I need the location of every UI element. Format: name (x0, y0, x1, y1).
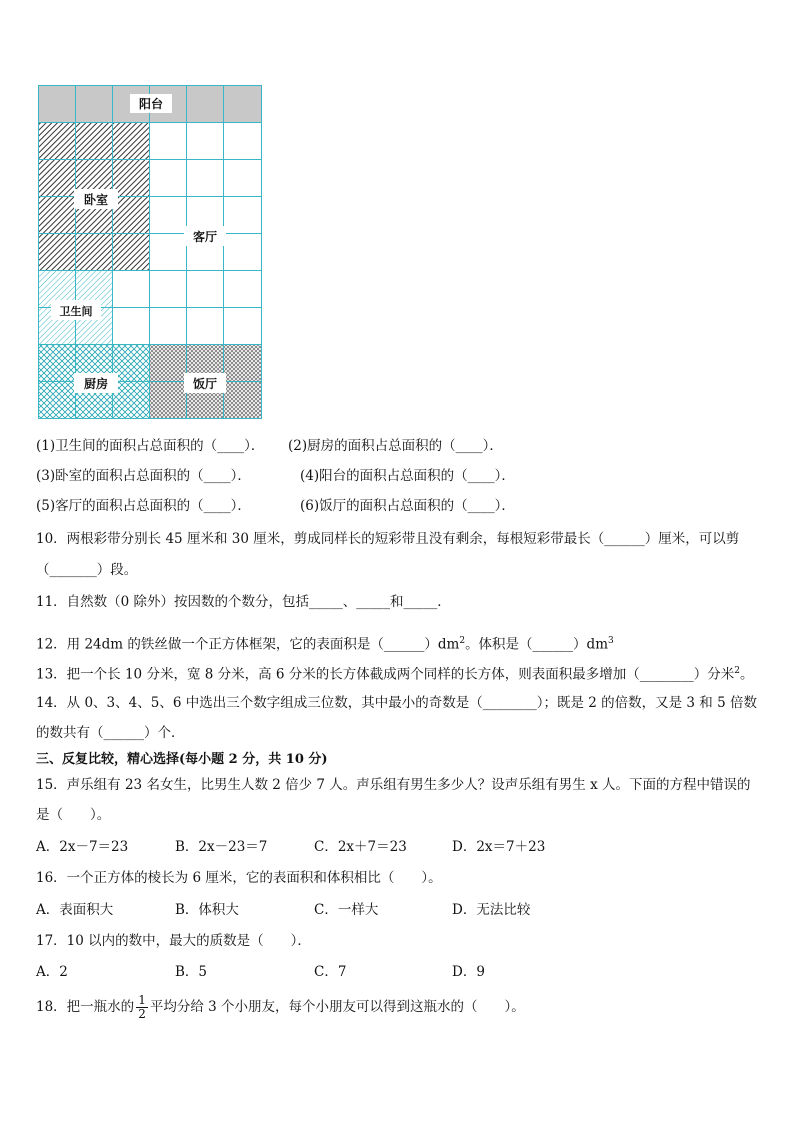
question-15-line-2: 是（ ）。 (36, 807, 111, 823)
q16-option-c: C．一样大 (314, 902, 379, 918)
living-room-label: 客厅 (192, 230, 218, 244)
question-12-part-2: 。体积是（______）dm (465, 636, 609, 653)
question-13 (36, 662, 754, 684)
kitchen-label: 厨房 (83, 377, 109, 391)
q9-item-3: (3)卧室的面积占总面积的（____）． (36, 468, 251, 484)
question-17: 17．10 以内的数中，最大的质数是（ ）． (36, 933, 311, 949)
q9-item-5: (5)客厅的面积占总面积的（____）． (36, 498, 251, 514)
q16-option-d: D．无法比较 (452, 902, 531, 918)
section-3-heading: 三、反复比较，精心选择(每小题 2 分，共 10 分) (36, 752, 328, 767)
superscript-2: 2 (459, 636, 466, 646)
q17-option-d: D．9 (452, 964, 485, 980)
q9-item-1: (1)卫生间的面积占总面积的（____）． (36, 438, 265, 454)
fraction-numerator: 1 (138, 993, 146, 1007)
question-18 (36, 993, 525, 1021)
q17-option-a: A．2 (36, 964, 68, 980)
q15-option-a: A．2x－7＝23 (36, 839, 129, 855)
fraction-denominator: 2 (138, 1007, 146, 1021)
question-10-line-2: （_______）段。 (36, 562, 138, 578)
q9-item-2: (2)厨房的面积占总面积的（____）． (288, 438, 503, 454)
bathroom-label: 卫生间 (59, 305, 93, 318)
q17-option-c: C．7 (314, 964, 347, 980)
q16-option-b: B．体积大 (175, 902, 239, 918)
dining-room-label: 饭厅 (192, 377, 218, 391)
question-18-before: 18．把一瓶水的 (36, 999, 135, 1015)
question-12-part-1: 12．用 24dm 的铁丝做一个正方体框架，它的表面积是（______）dm (36, 636, 460, 653)
question-12 (36, 632, 614, 654)
superscript-3: 3 (608, 636, 614, 646)
question-13-end: 。 (740, 666, 754, 683)
question-13-text: 13．把一个长 10 分米，宽 8 分米，高 6 分米的长方体截成两个同样的长方体，则表面积最多增加（________）分米 (36, 666, 735, 683)
floor-plan (38, 85, 264, 421)
fraction-one-half (136, 994, 148, 1021)
q15-option-c: C．2x＋7＝23 (314, 839, 407, 855)
question-11: 11．自然数（0 除外）按因数的个数分，包括_____、_____和_____． (36, 594, 451, 610)
superscript-2: 2 (734, 666, 741, 676)
question-15-line-1: 15．声乐组有 23 名女生，比男生人数 2 倍少 7 人。声乐组有男生多少人？设声乐组有男生 x 人。下面的方程中错误的 (36, 777, 751, 793)
balcony-label: 阳台 (138, 97, 164, 111)
q15-option-d: D．2x＝7＋23 (452, 839, 546, 855)
question-10-line-1: 10．两根彩带分别长 45 厘米和 30 厘米，剪成同样长的短彩带且没有剩余，每根短彩带最长（______）厘米，可以剪 (36, 531, 740, 547)
question-14-line-2: 的数共有（______）个． (36, 725, 185, 741)
question-14-line-1: 14．从 0、3、4、5、6 中选出三个数字组成三位数，其中最小的奇数是（________）；既是 2 的倍数，又是 3 和 5 倍数 (36, 695, 757, 711)
bedroom-label: 卧室 (83, 193, 109, 207)
q9-item-6: (6)饭厅的面积占总面积的（____）． (300, 498, 515, 514)
question-18-after: 平均分给 3 个小朋友，每个小朋友可以得到这瓶水的（ ）。 (149, 999, 525, 1015)
question-16: 16．一个正方体的棱长为 6 厘米，它的表面积和体积相比（ ）。 (36, 870, 442, 886)
q17-option-b: B．5 (175, 964, 208, 980)
q9-item-4: (4)阳台的面积占总面积的（____）． (300, 468, 515, 484)
q16-option-a: A．表面积大 (36, 902, 114, 918)
q15-option-b: B．2x－23＝7 (175, 839, 268, 855)
